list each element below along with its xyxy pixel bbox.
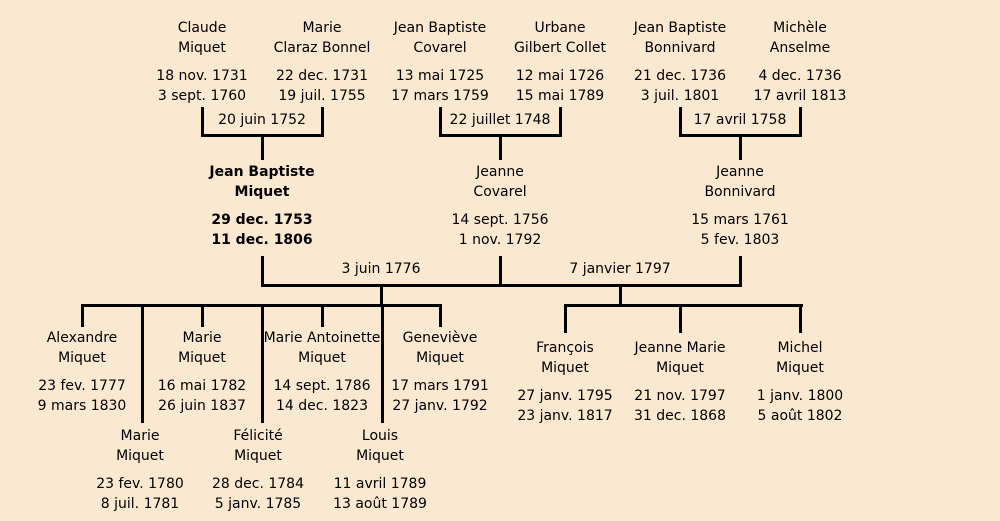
- birth-date: 21 nov. 1797: [634, 388, 726, 404]
- descent-line: [439, 304, 442, 327]
- death-date: 8 juil. 1781: [100, 496, 180, 512]
- birth-date: 28 dec. 1784: [212, 476, 304, 492]
- descent-line: [261, 256, 264, 287]
- person-name: Claude Miquet: [177, 20, 227, 56]
- death-date: 17 mars 1759: [391, 88, 489, 104]
- birth-date: 23 fev. 1777: [38, 378, 126, 394]
- descent-line: [739, 256, 742, 287]
- birth-date: 1 janv. 1800: [756, 388, 844, 404]
- person-name: Michel Miquet: [776, 340, 824, 376]
- descent-line: [739, 134, 742, 160]
- death-date: 23 janv. 1817: [517, 408, 613, 424]
- birth-date: 14 sept. 1786: [273, 378, 371, 394]
- death-date: 31 dec. 1868: [634, 408, 726, 424]
- person-name: Jeanne Bonnivard: [704, 164, 776, 200]
- birth-date: 16 mai 1782: [157, 378, 247, 394]
- marriage-bracket-line: [201, 107, 204, 137]
- person-name: Alexandre Miquet: [46, 330, 118, 366]
- death-date: 17 avril 1813: [753, 88, 847, 104]
- birth-date: 27 janv. 1795: [517, 388, 613, 404]
- person-name: Marie Claraz Bonnel: [273, 20, 371, 56]
- birth-date: 18 nov. 1731: [156, 68, 248, 84]
- death-date: 26 juin 1837: [158, 398, 246, 414]
- death-date: 5 fev. 1803: [700, 232, 780, 248]
- death-date: 9 mars 1830: [37, 398, 127, 414]
- marriage-date-label: 20 juin 1752: [218, 112, 306, 128]
- person-name: Michèle Anselme: [769, 20, 831, 56]
- death-date: 15 mai 1789: [515, 88, 605, 104]
- descent-line: [201, 304, 204, 327]
- person-jean-baptiste-miquet: [182, 162, 342, 250]
- birth-date: 17 mars 1791: [391, 378, 489, 394]
- death-date: 3 sept. 1760: [157, 88, 247, 104]
- birth-date: 15 mars 1761: [691, 212, 789, 228]
- marriage-date-label: 17 avril 1758: [693, 112, 787, 128]
- marriage-date-label: 3 juin 1776: [341, 261, 421, 277]
- death-date: 5 janv. 1785: [214, 496, 302, 512]
- death-date: 14 dec. 1823: [276, 398, 368, 414]
- person-name: Marie Antoinette Miquet: [263, 330, 381, 366]
- birth-date: 29 dec. 1753: [211, 212, 313, 228]
- sibling-line: [564, 304, 803, 307]
- death-date: 27 janv. 1792: [392, 398, 488, 414]
- person-michel-miquet: [720, 338, 880, 426]
- person-name: Louis Miquet: [356, 428, 404, 464]
- marriage-bracket-line: [799, 107, 802, 137]
- person-louis-miquet: [300, 426, 460, 514]
- descent-line: [81, 304, 84, 327]
- person-name: Urbane Gilbert Collet: [513, 20, 607, 56]
- marriage-date-label: 7 janvier 1797: [569, 261, 671, 277]
- death-date: 11 dec. 1806: [211, 232, 313, 248]
- descent-line: [679, 304, 682, 333]
- person-jeanne-covarel: [420, 162, 580, 250]
- death-date: 13 août 1789: [333, 496, 427, 512]
- marriage-bracket-line: [679, 107, 682, 137]
- descent-line: [564, 304, 567, 333]
- death-date: 3 juil. 1801: [640, 88, 720, 104]
- descent-line: [321, 304, 324, 327]
- descent-line: [261, 134, 264, 160]
- marriage-bracket-line: [321, 107, 324, 137]
- birth-date: 4 dec. 1736: [758, 68, 842, 84]
- person-name: Jeanne Marie Miquet: [634, 340, 726, 376]
- person-name: François Miquet: [536, 340, 594, 376]
- birth-date: 14 sept. 1756: [451, 212, 549, 228]
- descent-line: [499, 256, 502, 287]
- person-name: Marie Miquet: [178, 330, 226, 366]
- birth-date: 12 mai 1726: [515, 68, 605, 84]
- person-jeanne-bonnivard: [660, 162, 820, 250]
- person-name: Marie Miquet: [116, 428, 164, 464]
- death-date: 1 nov. 1792: [458, 232, 542, 248]
- person-michele-anselme: [720, 18, 880, 106]
- person-name: Jean Baptiste Miquet: [209, 164, 315, 200]
- person-name: Geneviève Miquet: [402, 330, 478, 366]
- person-name: Jean Baptiste Covarel: [393, 20, 487, 56]
- descent-line: [799, 304, 802, 333]
- marriage-bracket-line: [439, 107, 442, 137]
- marriage-line: [261, 284, 742, 287]
- person-name: Jean Baptiste Bonnivard: [633, 20, 727, 56]
- birth-date: 13 mai 1725: [395, 68, 485, 84]
- death-date: 19 juil. 1755: [278, 88, 366, 104]
- birth-date: 23 fev. 1780: [96, 476, 184, 492]
- person-name: Jeanne Covarel: [473, 164, 527, 200]
- birth-date: 21 dec. 1736: [634, 68, 726, 84]
- death-date: 5 août 1802: [757, 408, 843, 424]
- marriage-date-label: 22 juillet 1748: [449, 112, 551, 128]
- descent-line: [499, 134, 502, 160]
- marriage-bracket-line: [559, 107, 562, 137]
- person-name: Félicité Miquet: [233, 428, 283, 464]
- birth-date: 22 dec. 1731: [276, 68, 368, 84]
- birth-date: 11 avril 1789: [333, 476, 427, 492]
